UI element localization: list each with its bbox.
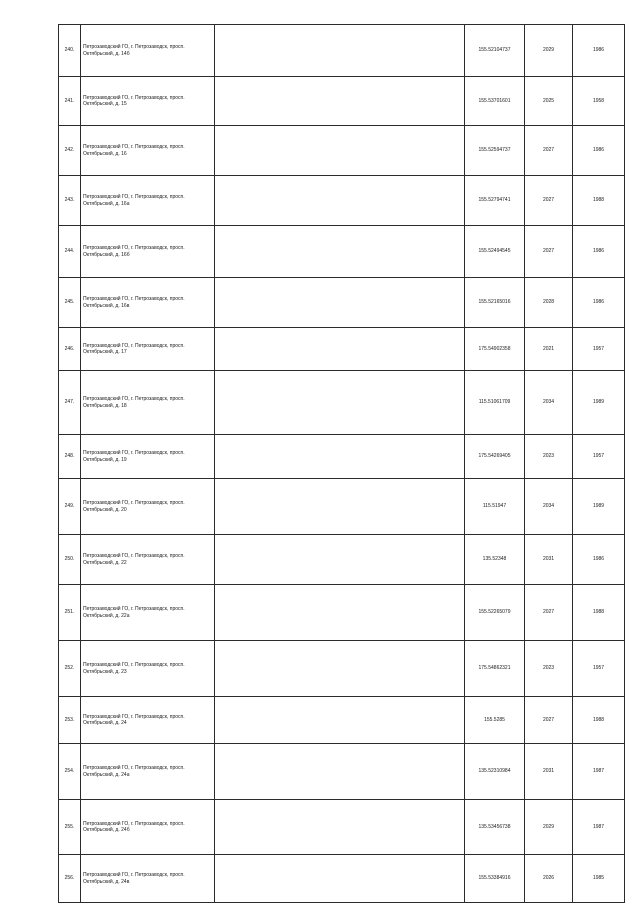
table-row — [59, 697, 625, 744]
year-start-cell: 2026 — [525, 855, 573, 903]
repair-description-cell — [215, 77, 465, 126]
year-end-cell: 1988 — [573, 697, 625, 744]
year-end-cell: 1958 — [573, 77, 625, 126]
repair-description-cell — [215, 744, 465, 800]
table-row — [59, 535, 625, 585]
repair-description-cell — [215, 126, 465, 176]
row-number: 251. — [59, 585, 81, 641]
address-cell: Петрозаводский ГО, г. Петрозаводск, просп. Октябрьский, д. 18 — [81, 371, 215, 435]
year-end-cell: 1988 — [573, 176, 625, 226]
repair-description-cell — [215, 176, 465, 226]
year-start-cell: 2034 — [525, 371, 573, 435]
address-cell: Петрозаводский ГО, г. Петрозаводск, просп. Октябрьский, д. 19 — [81, 435, 215, 479]
address-cell: Петрозаводский ГО, г. Петрозаводск, просп. Октябрьский, д. 22 — [81, 535, 215, 585]
year-start-cell: 2027 — [525, 697, 573, 744]
year-start-cell: 2029 — [525, 800, 573, 855]
address-cell: Петрозаводский ГО, г. Петрозаводск, просп. Октябрьский, д. 16а — [81, 176, 215, 226]
address-cell: Петрозаводский ГО, г. Петрозаводск, просп. Октябрьский, д. 24в — [81, 855, 215, 903]
value-cell: 115.51061709 — [465, 371, 525, 435]
row-number: 247. — [59, 371, 81, 435]
repair-description-cell — [215, 479, 465, 535]
table-row — [59, 479, 625, 535]
row-number: 256. — [59, 855, 81, 903]
year-start-cell: 2027 — [525, 226, 573, 278]
row-number: 243. — [59, 176, 81, 226]
table-row — [59, 435, 625, 479]
value-cell: 155.52104737 — [465, 25, 525, 77]
year-start-cell: 2021 — [525, 328, 573, 371]
year-end-cell: 1986 — [573, 25, 625, 77]
table-row — [59, 744, 625, 800]
address-cell: Петрозаводский ГО, г. Петрозаводск, просп. Октябрьский, д. 24а — [81, 744, 215, 800]
value-cell: 155.52165016 — [465, 278, 525, 328]
repair-description-cell — [215, 278, 465, 328]
address-cell: Петрозаводский ГО, г. Петрозаводск, просп. Октябрьский, д. 14б — [81, 25, 215, 77]
table-row — [59, 855, 625, 903]
year-end-cell: 1988 — [573, 585, 625, 641]
year-end-cell: 1957 — [573, 328, 625, 371]
row-number: 240. — [59, 25, 81, 77]
table-row — [59, 25, 625, 77]
year-end-cell: 1986 — [573, 126, 625, 176]
value-cell: 155.52265079 — [465, 585, 525, 641]
year-start-cell: 2027 — [525, 585, 573, 641]
value-cell: 175.54269405 — [465, 435, 525, 479]
register-table — [58, 24, 625, 903]
year-start-cell: 2025 — [525, 77, 573, 126]
repair-description-cell — [215, 697, 465, 744]
value-cell: 155.52594737 — [465, 126, 525, 176]
year-end-cell: 1985 — [573, 855, 625, 903]
register-table-body — [59, 25, 625, 903]
row-number: 250. — [59, 535, 81, 585]
year-end-cell: 1987 — [573, 744, 625, 800]
row-number: 245. — [59, 278, 81, 328]
repair-description-cell — [215, 328, 465, 371]
year-start-cell: 2031 — [525, 744, 573, 800]
repair-description-cell — [215, 585, 465, 641]
year-end-cell: 1957 — [573, 435, 625, 479]
row-number: 241. — [59, 77, 81, 126]
repair-description-cell — [215, 25, 465, 77]
table-row — [59, 226, 625, 278]
value-cell: 155.52794741 — [465, 176, 525, 226]
year-end-cell: 1987 — [573, 800, 625, 855]
address-cell: Петрозаводский ГО, г. Петрозаводск, просп. Октябрьский, д. 20 — [81, 479, 215, 535]
table-row — [59, 800, 625, 855]
year-start-cell: 2027 — [525, 176, 573, 226]
year-end-cell: 1989 — [573, 479, 625, 535]
year-start-cell: 2034 — [525, 479, 573, 535]
year-start-cell: 2023 — [525, 641, 573, 697]
row-number: 244. — [59, 226, 81, 278]
year-end-cell: 1986 — [573, 226, 625, 278]
table-row — [59, 278, 625, 328]
table-row — [59, 641, 625, 697]
row-number: 252. — [59, 641, 81, 697]
row-number: 255. — [59, 800, 81, 855]
table-row — [59, 328, 625, 371]
repair-description-cell — [215, 535, 465, 585]
value-cell: 155.53384916 — [465, 855, 525, 903]
address-cell: Петрозаводский ГО, г. Петрозаводск, просп. Октябрьский, д. 16в — [81, 278, 215, 328]
value-cell: 155.52494545 — [465, 226, 525, 278]
table-row — [59, 77, 625, 126]
year-end-cell: 1986 — [573, 535, 625, 585]
table-row — [59, 371, 625, 435]
value-cell: 155.53701601 — [465, 77, 525, 126]
value-cell: 175.54902358 — [465, 328, 525, 371]
year-start-cell: 2023 — [525, 435, 573, 479]
value-cell: 115.51947 — [465, 479, 525, 535]
address-cell: Петрозаводский ГО, г. Петрозаводск, просп. Октябрьский, д. 16 — [81, 126, 215, 176]
address-cell: Петрозаводский ГО, г. Петрозаводск, просп. Октябрьский, д. 16б — [81, 226, 215, 278]
row-number: 249. — [59, 479, 81, 535]
year-start-cell: 2027 — [525, 126, 573, 176]
row-number: 254. — [59, 744, 81, 800]
value-cell: 135.52348 — [465, 535, 525, 585]
repair-description-cell — [215, 226, 465, 278]
value-cell: 135.53456738 — [465, 800, 525, 855]
repair-description-cell — [215, 371, 465, 435]
value-cell: 155.5285 — [465, 697, 525, 744]
address-cell: Петрозаводский ГО, г. Петрозаводск, просп. Октябрьский, д. 24 — [81, 697, 215, 744]
row-number: 242. — [59, 126, 81, 176]
repair-description-cell — [215, 800, 465, 855]
repair-description-cell — [215, 435, 465, 479]
row-number: 253. — [59, 697, 81, 744]
year-start-cell: 2029 — [525, 25, 573, 77]
table-row — [59, 176, 625, 226]
value-cell: 175.54862321 — [465, 641, 525, 697]
repair-description-cell — [215, 855, 465, 903]
address-cell: Петрозаводский ГО, г. Петрозаводск, просп. Октябрьский, д. 23 — [81, 641, 215, 697]
repair-description-cell — [215, 641, 465, 697]
address-cell: Петрозаводский ГО, г. Петрозаводск, просп. Октябрьский, д. 17 — [81, 328, 215, 371]
row-number: 248. — [59, 435, 81, 479]
value-cell: 135.52310984 — [465, 744, 525, 800]
year-start-cell: 2028 — [525, 278, 573, 328]
year-end-cell: 1989 — [573, 371, 625, 435]
year-end-cell: 1957 — [573, 641, 625, 697]
year-start-cell: 2031 — [525, 535, 573, 585]
address-cell: Петрозаводский ГО, г. Петрозаводск, просп. Октябрьский, д. 24б — [81, 800, 215, 855]
table-row — [59, 126, 625, 176]
year-end-cell: 1986 — [573, 278, 625, 328]
row-number: 246. — [59, 328, 81, 371]
address-cell: Петрозаводский ГО, г. Петрозаводск, просп. Октябрьский, д. 15 — [81, 77, 215, 126]
address-cell: Петрозаводский ГО, г. Петрозаводск, просп. Октябрьский, д. 22а — [81, 585, 215, 641]
table-row — [59, 585, 625, 641]
